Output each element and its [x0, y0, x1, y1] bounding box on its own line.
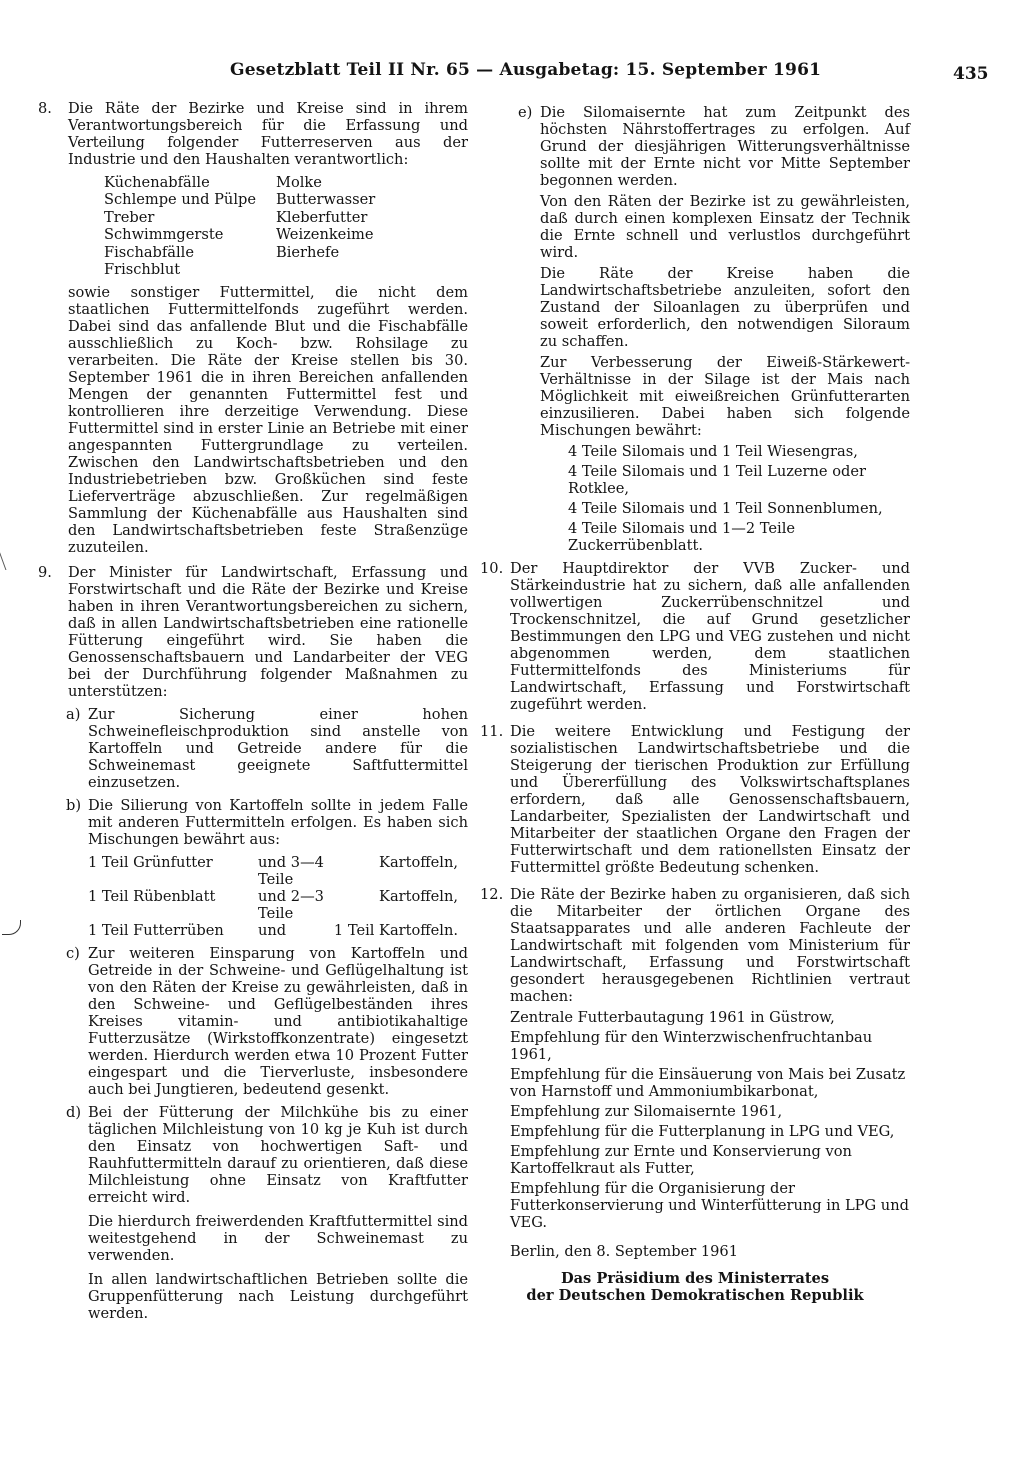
paragraph: Die Räte der Bezirke haben zu organisieren, daß sich die Mitarbeiter der örtlichen Organe des Staatsapparates und alle anderen Fachleute der Landwirtschaft mit folgenden vom Ministerium für Landwirtschaft, Erfassung und Forstwirtschaft gesondert herausgegebenen Richtlinien vertraut machen:	[510, 886, 910, 1005]
margin-mark	[0, 540, 16, 570]
section-number: 9.	[38, 564, 52, 582]
section-11	[480, 723, 910, 876]
signature-line: Das Präsidium des Ministerrates	[560, 1270, 830, 1287]
paragraph: Die Räte der Bezirke und Kreise sind in ihrem Verantwortungsbereich für die Erfassung und Verteilung folgender Futterreserven aus der Industrie und den Haushalten verantwortlich:	[68, 100, 468, 168]
section-number: 10.	[480, 560, 504, 577]
section-9	[38, 564, 468, 1322]
list-item: Schwimmgerste	[104, 226, 224, 244]
list-item: 4 Teile Silomais und 1 Teil Wiesengras,	[568, 443, 858, 460]
paragraph: Der Hauptdirektor der VVB Zucker- und Stärkeindustrie hat zu sichern, daß alle anfallenden vollwertigen Zuckerrübenschnitzel und Trockenschnitzel, die auf Grund gesetzlicher Bestimmungen den LPG und VEG zustehen und nicht abgenommen werden, dem staatlichen Futtermittelfonds des Ministeriums für Landwirtschaft, Erfassung und Forstwirtschaft zugeführt werden.	[510, 560, 910, 713]
mix-cell: und 3—4 Teile	[258, 854, 324, 889]
subsection-b	[38, 797, 468, 939]
paragraph: Die Silierung von Kartoffeln sollte in jedem Falle mit anderen Futtermitteln erfolgen. Es haben sich Mischungen bewährt aus:	[88, 797, 468, 849]
mix-cell: Kartoffeln,	[379, 888, 458, 906]
paragraph: Die weitere Entwicklung und Festigung der sozialistischen Landwirtschaftsbetriebe und die Steigerung der tierischen Produktion zur Erfüllung und Übererfüllung des Volkswirtschaftsplanes erfordern, daß alle Genossenschaftsbauern, Landarbeiter, Spezialisten der Landwirtschaft und Mitarbeiter der staatlichen Organe den Fragen der Futterwirtschaft und dem rationellsten Einsatz der Futtermittel größte Bedeutung schenken.	[510, 723, 910, 876]
section-10	[480, 560, 910, 713]
list-item: Treber	[104, 208, 155, 226]
paragraph: Zur Verbesserung der Eiweiß-Stärkewert-Verhältnisse in der Silage ist der Mais nach Möglichkeit mit eiweißreichen Grünfutterarten einzusilieren. Dabei haben sich folgende Mischungen bewährt:	[540, 354, 910, 439]
potato-mix-list	[88, 854, 468, 939]
paragraph: Die Räte der Kreise haben die Landwirtschaftsbetriebe anzuleiten, sofort den Zustand der Siloanlagen zu überprüfen und soweit erforderlich, den notwendigen Siloraum zu schaffen.	[540, 265, 910, 350]
mix-cell: 1 Teil Futterrüben	[88, 922, 224, 940]
signature-block	[480, 1270, 910, 1304]
silage-mix-list	[568, 443, 910, 554]
list-item: Küchenabfälle	[104, 174, 210, 191]
list-item: Kleberfutter	[276, 208, 368, 226]
list-item: Zentrale Futterbautagung 1961 in Güstrow,	[510, 1009, 835, 1026]
list-item: Empfehlung zur Silomaisernte 1961,	[510, 1103, 783, 1120]
list-item: Empfehlung zur Ernte und Konservierung von Kartoffelkraut als Futter,	[510, 1143, 852, 1177]
mix-cell: und 2—3 Teile	[258, 888, 324, 923]
paragraph: Zur Sicherung einer hohen Schweinefleischproduktion sind anstelle von Kartoffeln und Getreide andere für die Schweinemast geeignete Saftfuttermittel einzusetzen.	[88, 706, 468, 792]
place-date: Berlin, den 8. September 1961	[510, 1243, 738, 1260]
guideline-list	[510, 1009, 910, 1231]
mix-cell: Kartoffeln,	[379, 854, 458, 872]
paragraph: In allen landwirtschaftlichen Betrieben sollte die Gruppenfütterung nach Leistung durchgeführt werden.	[88, 1271, 468, 1323]
list-item: Butterwasser	[276, 191, 376, 209]
section-number: 11.	[480, 723, 504, 740]
paragraph: Von den Räten der Bezirke ist zu gewährleisten, daß durch einen komplexen Einsatz der Technik die Ernte schnell und verlustlos durchgeführt wird.	[540, 193, 910, 261]
list-item: 4 Teile Silomais und 1 Teil Sonnenblumen,	[568, 500, 883, 517]
paragraph: sowie sonstiger Futtermittel, die nicht dem staatlichen Futtermittelfonds zugeführt werden. Dabei sind das anfallende Blut und die Fischabfälle ausschließlich zu Koch- bzw. Rohsilage zu verarbeiten. Die Räte der Kreise stellen bis 30. September 1961 die in ihren Bereichen anfallenden Mengen der genannten Futtermittel fest und kontrollieren ihre derzeitige Verwendung. Diese Futtermittel sind in erster Linie an Betriebe mit einer angespannten Futtergrundlage zu verteilen. Zwischen den Landwirtschaftsbetrieben und den Industriebetrieben bzw. Großküchen sind feste Lieferverträge abzuschließen. Zur regelmäßigen Sammlung der Küchenabfälle aus Haushalten sind den Landwirtschaftsbetrieben feste Straßenzüge zuzuteilen.	[68, 284, 468, 557]
list-item: Empfehlung für die Organisierung der Futterkonservierung und Winterfütterung in LPG und VEG.	[510, 1180, 909, 1231]
subsection-label: a)	[66, 706, 81, 724]
page-header	[0, 58, 1024, 88]
list-item: Bierhefe	[276, 243, 340, 261]
list-item	[276, 261, 426, 278]
mix-cell: 1 Teil Rübenblatt	[88, 888, 216, 906]
mix-cell: 1 Teil Grünfutter	[88, 854, 213, 872]
mix-cell: und	[258, 922, 287, 940]
gazette-title: Gesetzblatt Teil II Nr. 65 — Ausgabetag: 15. September 1961	[230, 60, 822, 80]
feed-reserve-list	[104, 174, 468, 278]
list-item: Fischabfälle	[104, 243, 194, 261]
list-item: 4 Teile Silomais und 1—2 Teile Zuckerrübenblatt.	[568, 520, 796, 554]
paragraph: Bei der Fütterung der Milchkühe bis zu einer täglichen Milchleistung von 10 kg je Kuh ist durch den Einsatz von hochwertigen Saft- und Rauhfuttermitteln darauf zu orientieren, daß diese Milchleistung ohne Einsatz von Kraftfutter erreicht wird.	[88, 1104, 468, 1207]
list-item: Schlempe und Pülpe	[104, 191, 256, 209]
list-item: Empfehlung für die Einsäuerung von Mais bei Zusatz von Harnstoff und Ammoniumbikarbonat,	[510, 1066, 906, 1100]
section-number: 12.	[480, 886, 504, 903]
subsection-label: e)	[518, 104, 533, 121]
section-number: 8.	[38, 100, 52, 117]
paragraph: Zur weiteren Einsparung von Kartoffeln und Getreide in der Schweine- und Geflügelhaltung ist von den Räten der Kreise zu gewährleisten, daß in den Schweine- und Geflügelbeständen ihres Kreises vitamin- und antibiotikahaltige Futterzusätze (Wirkstoffkonzentrate) eingesetzt werden. Hierdurch werden etwa 10 Prozent Futter eingespart und die Tierverluste, insbesondere auch bei Jungtieren, bedeutend gesenkt.	[88, 945, 468, 1099]
list-item: Empfehlung für die Futterplanung in LPG und VEG,	[510, 1123, 895, 1140]
subsection-label: b)	[66, 797, 82, 815]
page-number: 435	[953, 64, 989, 84]
paragraph: Der Minister für Landwirtschaft, Erfassung und Forstwirtschaft und die Räte der Bezirke und Kreise haben in ihren Verantwortungsbereichen zu sichern, daß in allen Landwirtschaftsbetrieben eine rationelle Fütterung eingeführt wird. Sie haben die Genossenschaftsbauern und Landarbeiter der VEG bei der Durchführung folgender Maßnahmen zu unterstützen:	[68, 564, 468, 701]
left-column	[38, 100, 468, 1322]
subsection-d	[38, 1104, 468, 1322]
subsection-e	[480, 104, 910, 554]
list-item: Weizenkeime	[276, 226, 374, 244]
subsection-c	[38, 945, 468, 1098]
list-item: Molke	[276, 174, 322, 191]
section-8	[38, 100, 468, 556]
paragraph: Die hierdurch freiwerdenden Kraftfuttermittel sind weitestgehend in der Schweinemast zu verwenden.	[88, 1213, 468, 1265]
subsection-label: d)	[66, 1104, 82, 1122]
paragraph: Die Silomaisernte hat zum Zeitpunkt des höchsten Nährstoffertrages zu erfolgen. Auf Grund der diesjährigen Witterungsverhältnisse sollte mit der Ernte nicht vor Mitte September begonnen werden.	[540, 104, 910, 189]
right-column	[480, 104, 910, 1304]
list-item: 4 Teile Silomais und 1 Teil Luzerne oder Rotklee,	[568, 463, 866, 497]
margin-mark	[2, 920, 21, 935]
mix-cell: 1 Teil Kartoffeln.	[333, 922, 458, 940]
signature-line: der Deutschen Demokratischen Republik	[526, 1287, 864, 1304]
subsection-label: c)	[66, 945, 80, 963]
section-12	[480, 886, 910, 1260]
subsection-a	[38, 706, 468, 791]
list-item: Empfehlung für den Winterzwischenfruchtanbau 1961,	[510, 1029, 873, 1063]
list-item: Frischblut	[104, 261, 181, 279]
